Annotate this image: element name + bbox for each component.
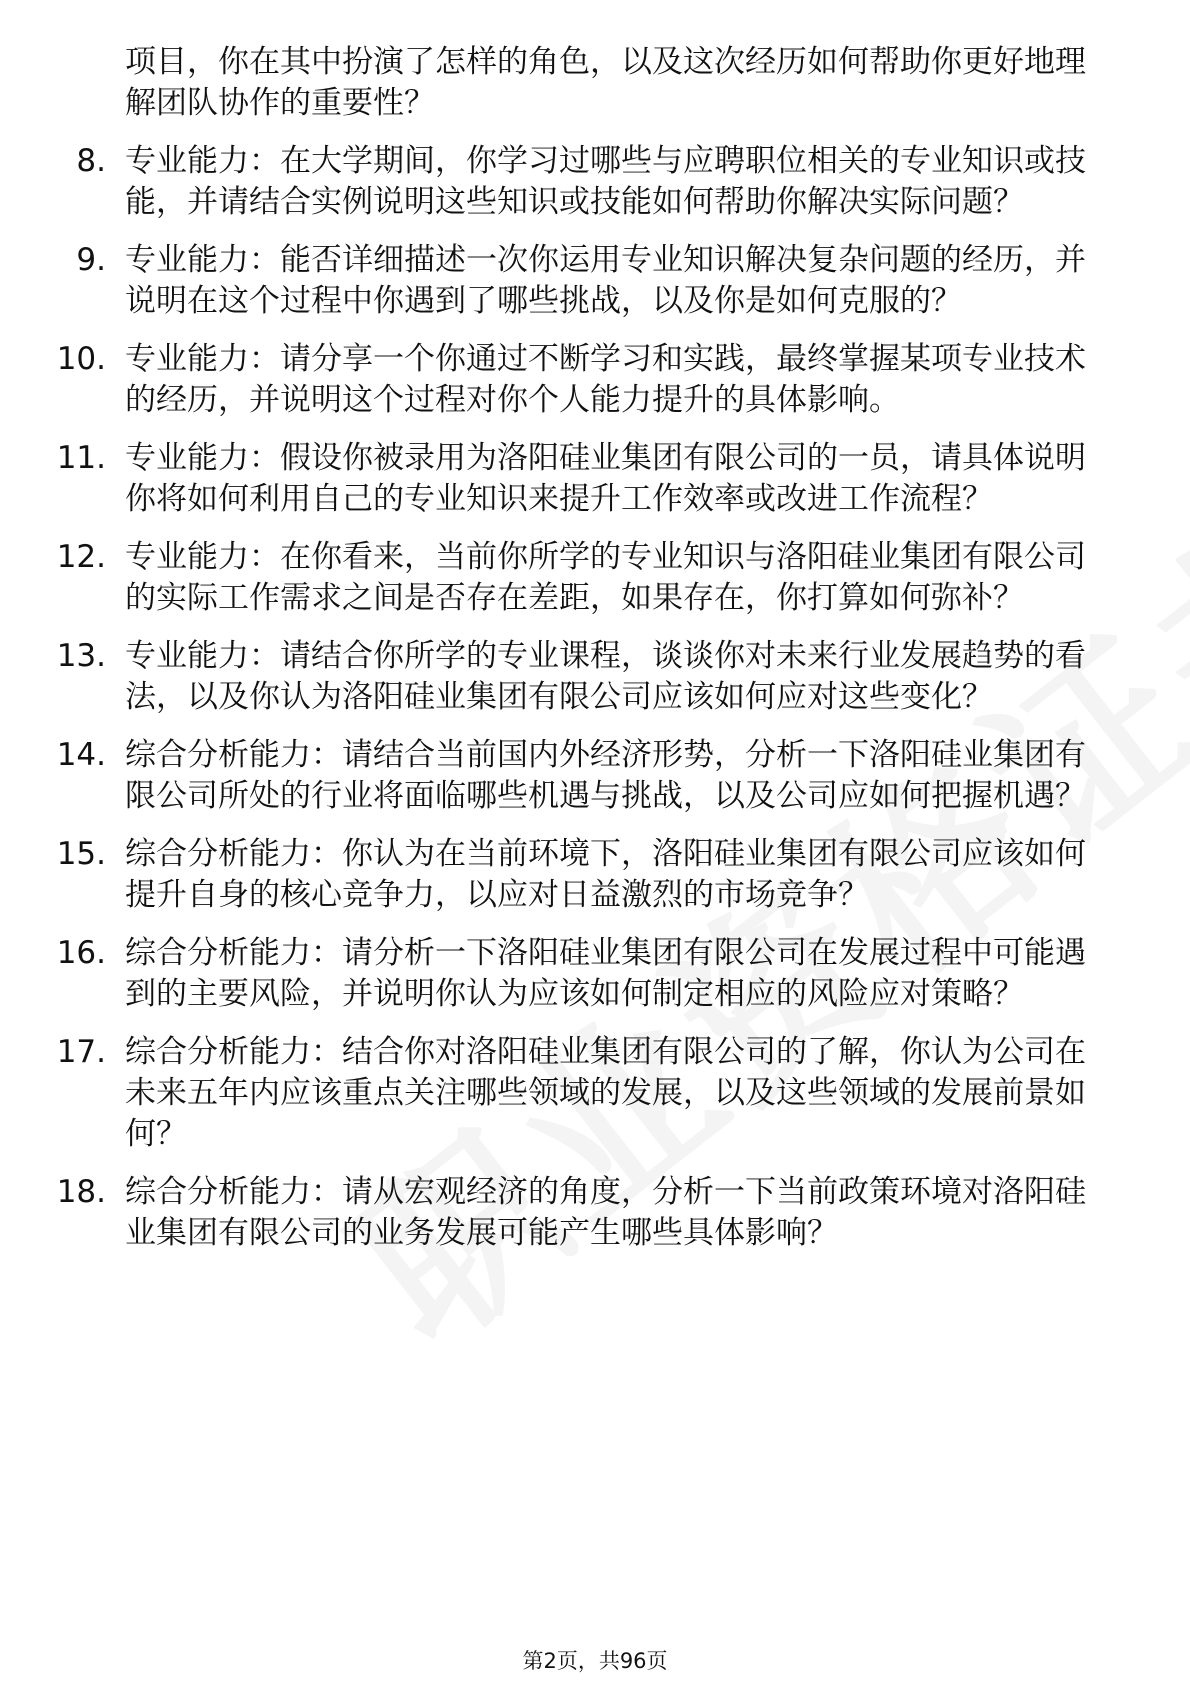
question-number: 14.: [56, 737, 106, 773]
question-item: [0, 636, 1190, 718]
question-text: 专业能力：请结合你所学的专业课程，谈谈你对未来行业发展趋势的看法，以及你认为洛阳硅业集团有限公司应该如何应对这些变化？: [125, 638, 1086, 715]
question-item: [0, 141, 1190, 223]
question-item: [0, 834, 1190, 916]
question-number: 12.: [56, 539, 106, 575]
question-item: [0, 1172, 1190, 1254]
question-text: 综合分析能力：结合你对洛阳硅业集团有限公司的了解，你认为公司在未来五年内应该重点关注哪些领域的发展，以及这些领域的发展前景如何？: [125, 1034, 1086, 1152]
question-content: [0, 42, 1190, 1271]
question-number: 13.: [56, 638, 106, 674]
question-item: [0, 339, 1190, 421]
question-item: [0, 537, 1190, 619]
question-number: 18.: [56, 1174, 106, 1210]
question-text: 专业能力：假设你被录用为洛阳硅业集团有限公司的一员，请具体说明你将如何利用自己的专业知识来提升工作效率或改进工作流程？: [125, 440, 1086, 517]
question-item: [0, 933, 1190, 1015]
question-item: [0, 1032, 1190, 1155]
page-number-footer: 第2页，共96页: [522, 1649, 668, 1673]
question-text: 综合分析能力：请结合当前国内外经济形势，分析一下洛阳硅业集团有限公司所处的行业将面临哪些机遇与挑战，以及公司应如何把握机遇？: [125, 737, 1086, 814]
question-text: 综合分析能力：你认为在当前环境下，洛阳硅业集团有限公司应该如何提升自身的核心竞争力，以应对日益激烈的市场竞争？: [125, 836, 1086, 913]
question-item: [0, 438, 1190, 520]
question-text: 专业能力：能否详细描述一次你运用专业知识解决复杂问题的经历，并说明在这个过程中你遇到了哪些挑战，以及你是如何克服的？: [125, 242, 1086, 319]
question-text: 专业能力：请分享一个你通过不断学习和实践，最终掌握某项专业技术的经历，并说明这个过程对你个人能力提升的具体影响。: [125, 341, 1086, 418]
question-number: 15.: [56, 836, 106, 872]
question-text: 专业能力：在你看来，当前你所学的专业知识与洛阳硅业集团有限公司的实际工作需求之间是否存在差距，如果存在，你打算如何弥补？: [125, 539, 1086, 616]
question-list: [0, 141, 1190, 1254]
question-item: [0, 735, 1190, 817]
question-number: 8.: [76, 143, 106, 179]
question-text: 综合分析能力：请分析一下洛阳硅业集团有限公司在发展过程中可能遇到的主要风险，并说明你认为应该如何制定相应的风险应对策略？: [125, 935, 1086, 1012]
question-number: 16.: [56, 935, 106, 971]
question-number: 10.: [56, 341, 106, 377]
question-number: 11.: [56, 440, 106, 476]
continued-question-text: 项目，你在其中扮演了怎样的角色，以及这次经历如何帮助你更好地理解团队协作的重要性？: [125, 44, 1086, 121]
question-number: 17.: [56, 1034, 106, 1070]
question-number: 9.: [76, 242, 106, 278]
question-text: 专业能力：在大学期间，你学习过哪些与应聘职位相关的专业知识或技能，并请结合实例说明这些知识或技能如何帮助你解决实际问题？: [125, 143, 1086, 220]
question-item: [0, 240, 1190, 322]
question-text: 综合分析能力：请从宏观经济的角度，分析一下当前政策环境对洛阳硅业集团有限公司的业务发展可能产生哪些具体影响？: [125, 1174, 1086, 1251]
